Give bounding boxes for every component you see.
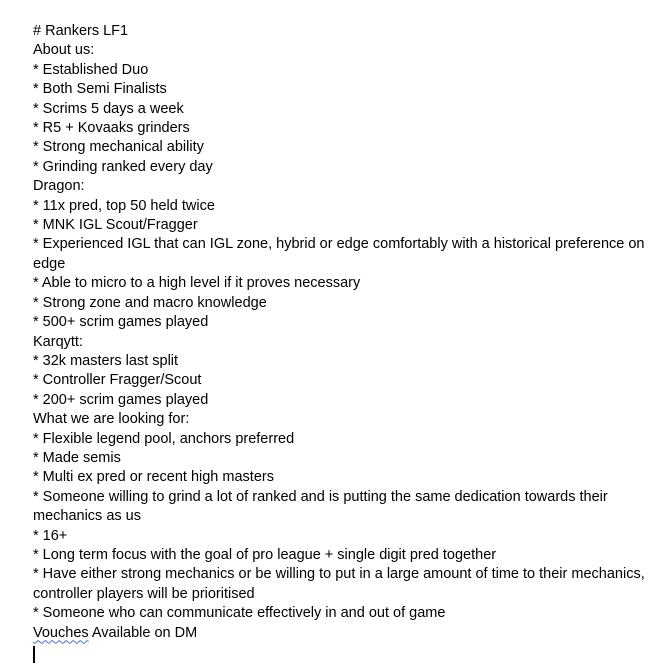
list-item: * Someone who can communicate effectively in and out of game [33,605,446,622]
section-label-karqytt: Karqytt: [33,333,83,350]
list-item: * Experienced IGL that can IGL zone, hybrid or edge comfortably with a historical preference on edge [33,236,649,272]
list-item: * R5 + Kovaaks grinders [33,120,190,137]
list-item: * Made semis [33,449,121,466]
list-item: * Have either strong mechanics or be willing to put in a large amount of time to their mechanics, controller players will be prioritised [33,566,649,602]
list-item: * Long term focus with the goal of pro league + single digit pred together [33,546,497,563]
section-label-looking-for: What we are looking for: [33,411,190,428]
list-item: * Flexible legend pool, anchors preferred [33,430,295,447]
list-item: * Scrims 5 days a week [33,100,184,117]
list-item: * Grinding ranked every day [33,158,213,175]
list-item: * Strong zone and macro knowledge [33,294,267,311]
document-body[interactable] [33,22,665,664]
section-label-about: About us: [33,42,95,59]
empty-line[interactable] [33,644,665,664]
list-item: * Strong mechanical ability [33,139,204,156]
list-item: * Established Duo [33,61,149,78]
list-item: * 11x pred, top 50 held twice [33,197,215,214]
vouches-line-rest: Available on DM [88,624,198,641]
list-item: * Someone willing to grind a lot of ranked and is putting the same dedication towards their mechanics as us [33,488,612,525]
list-item: * Multi ex pred or recent high masters [33,469,274,486]
list-item: * 16+ [33,527,68,544]
list-item: * 200+ scrim games played [33,391,209,408]
list-item: * 32k masters last split [33,352,179,369]
list-item: * Able to micro to a high level if it proves necessary [33,275,361,292]
list-item: * Controller Fragger/Scout [33,372,202,389]
heading-line: # Rankers LF1 [33,23,129,39]
text-cursor [33,646,35,663]
list-item: * 500+ scrim games played [33,314,209,331]
spellcheck-underlined-word[interactable]: Vouches [33,624,89,641]
section-label-dragon: Dragon: [33,178,85,195]
list-item: * MNK IGL Scout/Fragger [33,217,198,234]
vouches-line [33,624,665,643]
list-item: * Both Semi Finalists [33,81,167,98]
